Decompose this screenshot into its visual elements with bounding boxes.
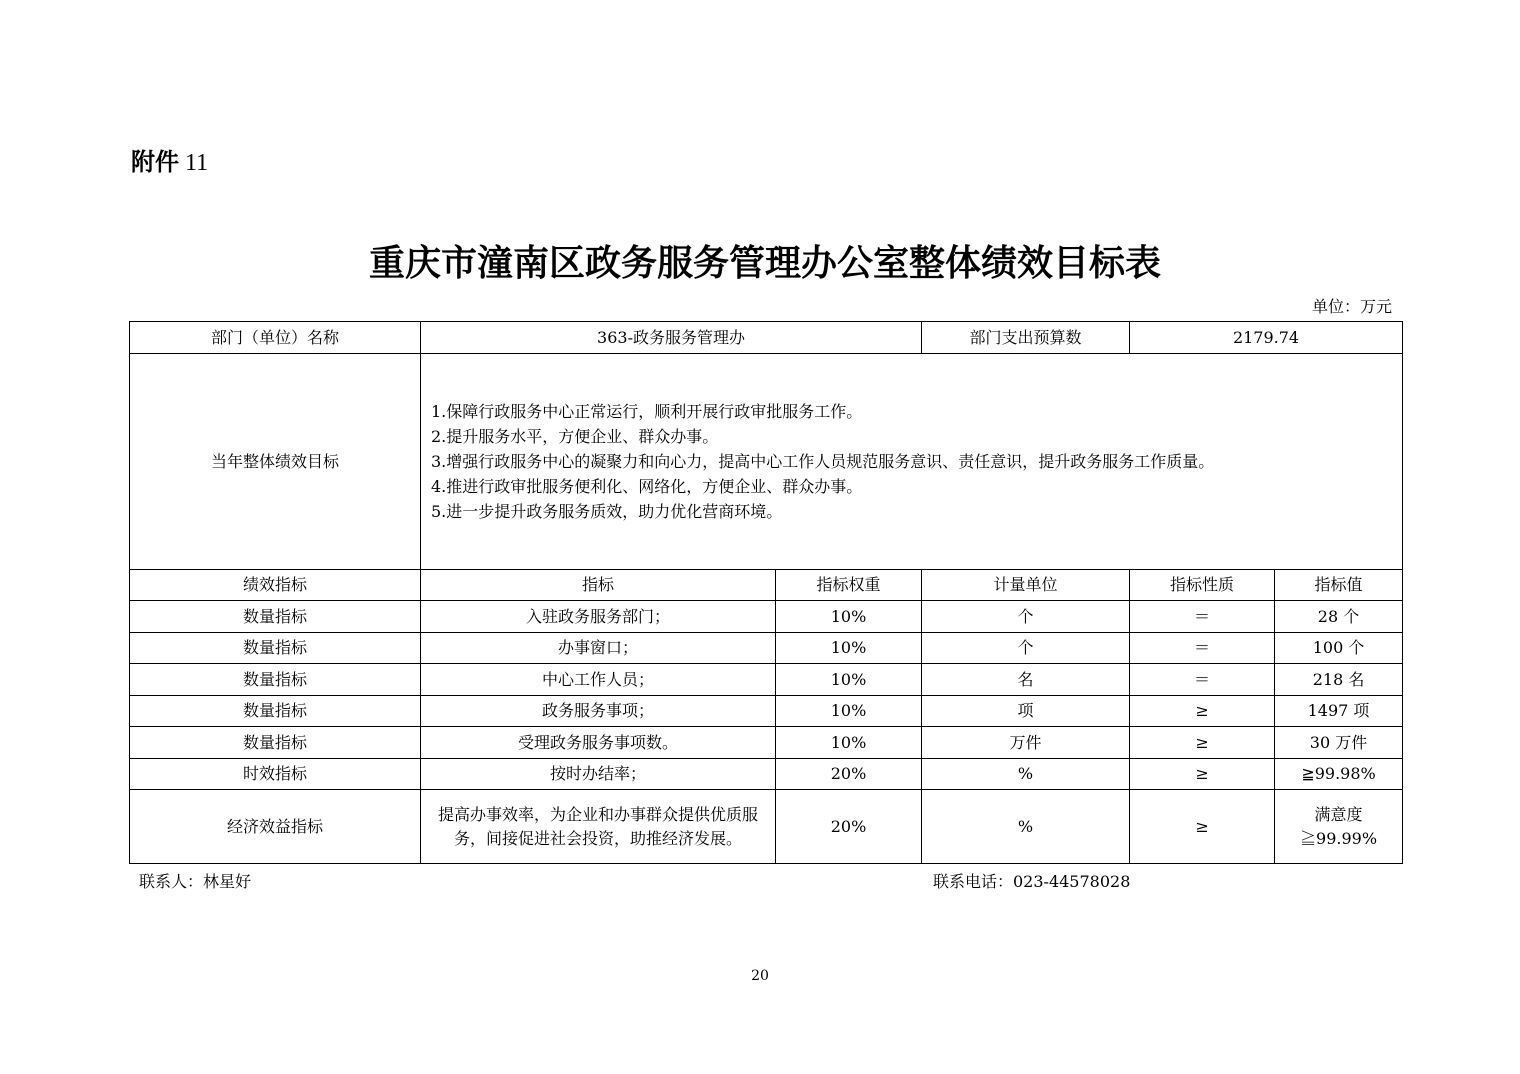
row-indicator: 按时办结率；: [421, 759, 776, 790]
row-category: 数量指标: [130, 727, 421, 759]
row-nature: ＝: [1130, 633, 1275, 664]
unit-label: 单位：万元: [1311, 297, 1392, 316]
row-value: 218 名: [1275, 664, 1403, 696]
contact-phone: 联系电话：023-44578028: [933, 872, 1131, 891]
row-nature: ＝: [1130, 664, 1275, 696]
row-nature: ≥: [1130, 727, 1275, 759]
row-value: 100 个: [1275, 633, 1403, 664]
row-category: 数量指标: [130, 696, 421, 727]
row-category: 数量指标: [130, 633, 421, 664]
goals-row: [130, 354, 1403, 570]
header-nature: 指标性质: [1130, 570, 1275, 601]
row-weight: 20%: [776, 790, 922, 864]
attachment-number: 11: [185, 150, 209, 176]
row-indicator: 办事窗口；: [421, 633, 776, 664]
row-indicator: 中心工作人员；: [421, 664, 776, 696]
header-weight: 指标权重: [776, 570, 922, 601]
goals-content: [421, 354, 1403, 570]
row-weight: 10%: [776, 633, 922, 664]
dept-name-value: 363-政务服务管理办: [421, 322, 922, 354]
page-number: 20: [751, 968, 769, 984]
header-unit: 计量单位: [922, 570, 1130, 601]
dept-name-label: 部门（单位）名称: [130, 322, 421, 354]
row-category: 经济效益指标: [130, 790, 421, 864]
header-category: 绩效指标: [130, 570, 421, 601]
table-row: [130, 727, 1403, 759]
row-category: 数量指标: [130, 664, 421, 696]
goals-label: 当年整体绩效目标: [130, 354, 421, 570]
table-row: [130, 664, 1403, 696]
performance-target-table: [129, 321, 1403, 864]
goal-item: 1.保障行政服务中心正常运行，顺利开展行政审批服务工作。: [431, 402, 863, 421]
contact-person: 联系人：林星好: [139, 872, 252, 891]
header-value: 指标值: [1275, 570, 1403, 601]
attachment-heading: [131, 146, 208, 179]
attachment-label: 附件: [131, 148, 179, 176]
row-nature: ≥: [1130, 696, 1275, 727]
row-indicator: 政务服务事项；: [421, 696, 776, 727]
goal-item: 4.推进行政审批服务便利化、网络化，方便企业、群众办事。: [431, 477, 863, 496]
goal-item: 2.提升服务水平，方便企业、群众办事。: [431, 427, 719, 446]
row-category: 数量指标: [130, 601, 421, 633]
row-value: 1497 项: [1275, 696, 1403, 727]
table-row: [130, 601, 1403, 633]
row-value: 28 个: [1275, 601, 1403, 633]
row-weight: 10%: [776, 696, 922, 727]
row-value: 30 万件: [1275, 727, 1403, 759]
row-weight: 10%: [776, 727, 922, 759]
row-weight: 10%: [776, 664, 922, 696]
document-title: 重庆市潼南区政务服务管理办公室整体绩效目标表: [368, 242, 1161, 284]
dept-info-row: [130, 322, 1403, 354]
row-unit: 项: [922, 696, 1130, 727]
indicator-header-row: [130, 570, 1403, 601]
row-indicator: 提高办事效率，为企业和办事群众提供优质服务，间接促进社会投资，助推经济发展。: [421, 790, 776, 864]
row-category: 时效指标: [130, 759, 421, 790]
row-nature: ≥: [1130, 759, 1275, 790]
row-unit: 名: [922, 664, 1130, 696]
row-indicator: 入驻政务服务部门；: [421, 601, 776, 633]
row-value: 满意度≧99.99%: [1275, 790, 1403, 864]
row-weight: 10%: [776, 601, 922, 633]
table-row: [130, 790, 1403, 864]
goal-item: 5.进一步提升政务服务质效，助力优化营商环境。: [431, 502, 783, 521]
table-row: [130, 759, 1403, 790]
budget-value: 2179.74: [1130, 322, 1403, 354]
row-unit: 万件: [922, 727, 1130, 759]
row-nature: ＝: [1130, 601, 1275, 633]
row-weight: 20%: [776, 759, 922, 790]
row-nature: ≥: [1130, 790, 1275, 864]
table-row: [130, 696, 1403, 727]
table-row: [130, 633, 1403, 664]
row-indicator: 受理政务服务事项数。: [421, 727, 776, 759]
row-value: ≧99.98%: [1275, 759, 1403, 790]
header-indicator: 指标: [421, 570, 776, 601]
goal-item: 3.增强行政服务中心的凝聚力和向心力，提高中心工作人员规范服务意识、责任意识，提升政务服务工作质量。: [431, 452, 1215, 471]
row-unit: 个: [922, 633, 1130, 664]
row-unit: %: [922, 759, 1130, 790]
row-unit: %: [922, 790, 1130, 864]
row-unit: 个: [922, 601, 1130, 633]
budget-label: 部门支出预算数: [922, 322, 1130, 354]
